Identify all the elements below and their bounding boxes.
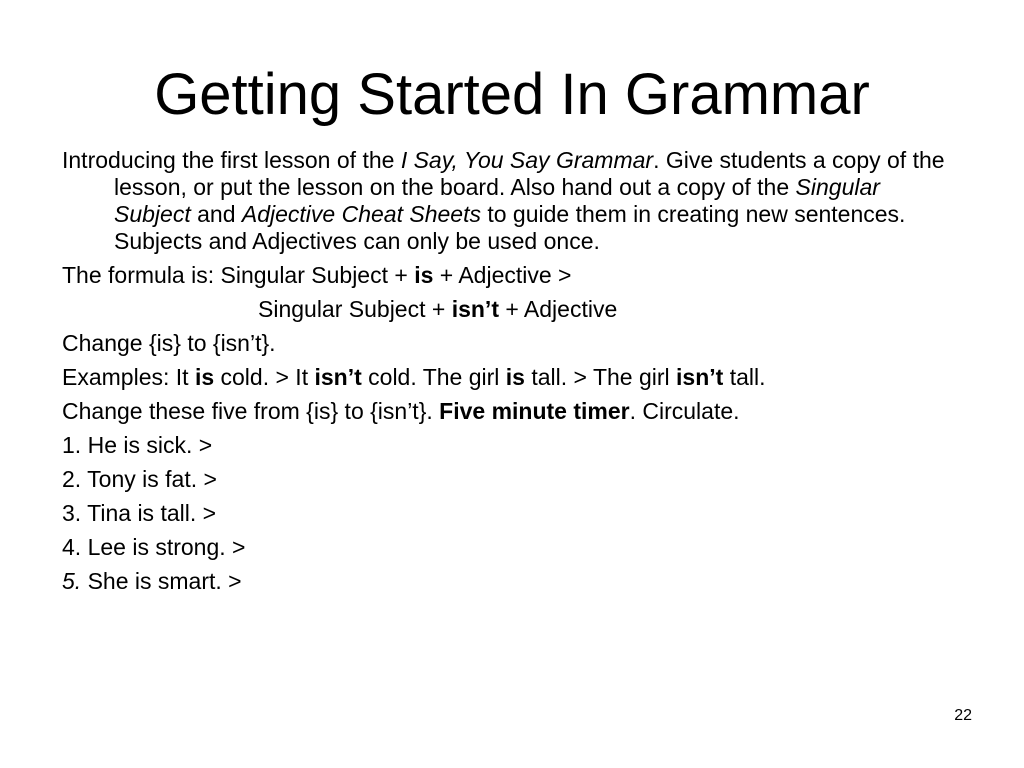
examples-b2: isn’t [314,364,362,390]
examples-p4: tall. > The girl [524,364,677,390]
list-item-number: 4. [62,534,82,560]
slide-body [62,147,962,602]
list-item-text: He is sick. > [81,432,213,458]
list-item-text: Tony is fat. > [81,466,217,492]
formula-2-pre: Singular Subject + [258,296,452,322]
examples-line [62,364,962,391]
intro-text-4: to guide them in creating new sentences. Subjects and Adjectives can only be used once. [114,201,906,254]
list-item [62,534,962,561]
change-rule: Change {is} to {isn’t}. [62,330,276,356]
formula-line-1 [62,262,962,289]
intro-text-3: and [190,201,242,227]
examples-b3: is [505,364,525,390]
instruction-p1: Change these five from {is} to {isn’t}. [62,398,440,424]
formula-1-post: + Adjective > [433,262,572,288]
examples-p1: Examples: It [62,364,195,390]
formula-2-bold: isn’t [451,296,499,322]
list-item [62,500,962,527]
slide-number: 22 [954,707,972,724]
list-item-number: 5. [62,568,82,594]
examples-p5: tall. [723,364,766,390]
list-item-number: 3. [62,500,82,526]
list-item [62,466,962,493]
formula-2-post: + Adjective [498,296,618,322]
slide-title: Getting Started In Grammar [154,62,870,127]
list-item-text: She is smart. > [81,568,242,594]
instruction-line [62,398,962,425]
formula-line-2 [62,296,962,323]
list-item-text: Tina is tall. > [81,500,217,526]
formula-1-pre: The formula is: Singular Subject + [62,262,415,288]
list-item [62,568,962,595]
list-item-text: Lee is strong. > [81,534,246,560]
intro-text-2: . Give students a copy of the lesson, or put the lesson on the board. Also hand out a copy of the [114,147,945,200]
examples-p2: cold. > It [214,364,315,390]
intro-book-title: I Say, You Say Grammar [400,147,654,173]
intro-adjective-cheat-sheets: Adjective Cheat Sheets [241,201,481,227]
instruction-timer: Five minute timer [439,398,630,424]
list-item-number: 1. [62,432,82,458]
list-item-number: 2. [62,466,82,492]
intro-text-1: Introducing the first lesson of the [62,147,401,173]
list-item [62,432,962,459]
intro-singular-subject: Singular Subject [114,174,880,227]
examples-b1: is [194,364,215,390]
intro-paragraph [62,147,962,255]
examples-b4: isn’t [676,364,724,390]
examples-p3: cold. The girl [361,364,506,390]
formula-1-bold: is [414,262,434,288]
instruction-p2: . Circulate. [629,398,740,424]
